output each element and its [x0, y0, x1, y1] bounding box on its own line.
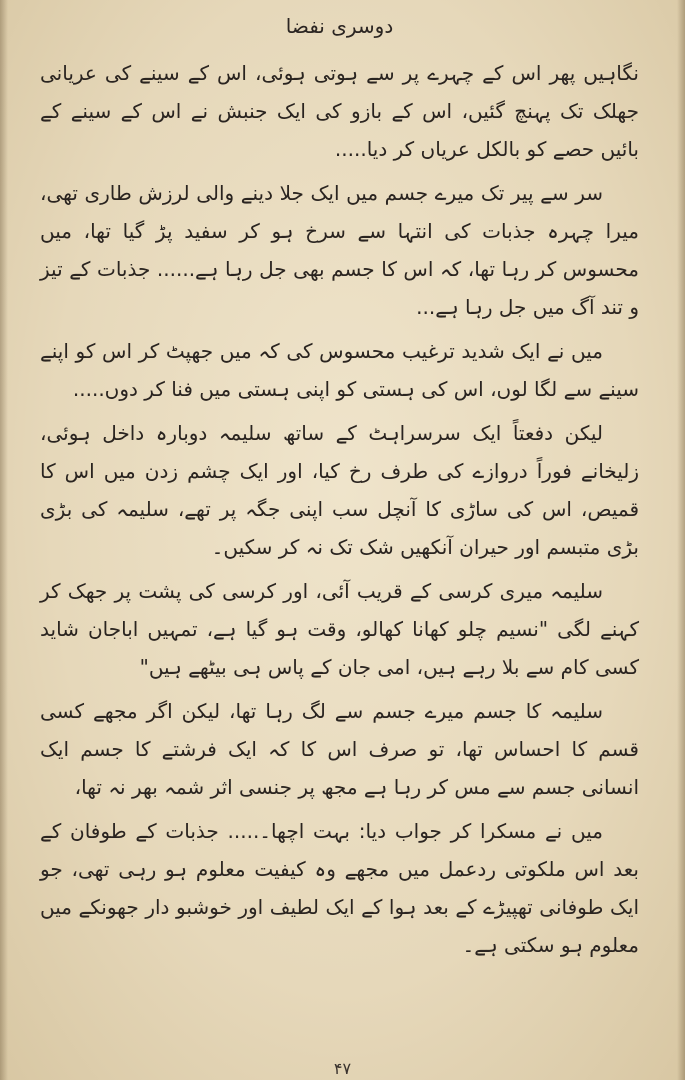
paragraph-4: لیکن دفعتاً ایک سرسراہٹ کے ساتھ سلیمہ دوبارہ داخل ہوئی، زلیخانے فوراً دروازے کی طرف رخ کیا، اور ایک چشم زدن میں اس کا قمیص، اس کی ساڑی کا آنچل سب اپنی جگہ پر تھے، سلیمہ کی بڑی بڑی متبسم اور حیران آنکھیں شک تک نہ کر سکیں۔: [40, 421, 639, 559]
page-edge-shadow-left: [0, 0, 8, 1080]
paragraph-1: نگاہیں پھر اس کے چہرے پر سے ہوتی ہوئی، اس کے سینے کی عریانی جھلک تک پہنچ گئیں، اس کے بازو کی ایک جنبش نے اس کے سینے کے بائیں حصے کو بالکل عریاں کر دیا.....: [40, 61, 639, 161]
paragraph-7: میں نے مسکرا کر جواب دیا: بہت اچھا۔..... جذبات کے طوفان کے بعد اس ملکوتی ردعمل میں مجھے وہ کیفیت معلوم ہو رہی تھی، جو ایک طوفانی تھپیڑے کے بعد ہوا کے ایک لطیف اور خوشبو دار جھونکے میں معلوم ہو سکتی ہے۔: [40, 819, 639, 957]
paragraph-5: سلیمہ میری کرسی کے قریب آئی، اور کرسی کی پشت پر جھک کر کہنے لگی "نسیم چلو کھانا کھالو، وقت ہو گیا ہے، تمہیں اباجان شاید کسی کام سے بلا رہے ہیں، امی جان کے پاس ہی بیٹھے ہیں": [40, 579, 639, 679]
paragraph-6: سلیمہ کا جسم میرے جسم سے لگ رہا تھا، لیکن اگر مجھے کسی قسم کا احساس تھا، تو صرف اس کا کہ ایک فرشتے کا جسم ایک انسانی جسم سے مس کر رہا ہے مجھ پر جنسی اثر شمہ بھر نہ تھا،: [40, 699, 639, 799]
page-edge-shadow-right: [677, 0, 685, 1080]
paragraph-3: میں نے ایک شدید ترغیب محسوس کی کہ میں جھپٹ کر اس کو اپنے سینے سے لگا لوں، اس کی ہستی کو اپنی ہستی میں فنا کر دوں.....: [40, 339, 639, 401]
paragraph-2: سر سے پیر تک میرے جسم میں ایک جلا دینے والی لرزش طاری تھی، میرا چہرہ جذبات کی انتہا سے سرخ ہو کر سفید پڑ گیا تھا، میں محسوس کر رہا تھا، کہ اس کا جسم بھی جل رہا ہے...... جذبات کے تیز و تند آگ میں جل رہا ہے...: [40, 181, 639, 319]
running-header: دوسری نفضا: [285, 14, 394, 38]
page-number: ۴۷: [333, 1059, 352, 1078]
